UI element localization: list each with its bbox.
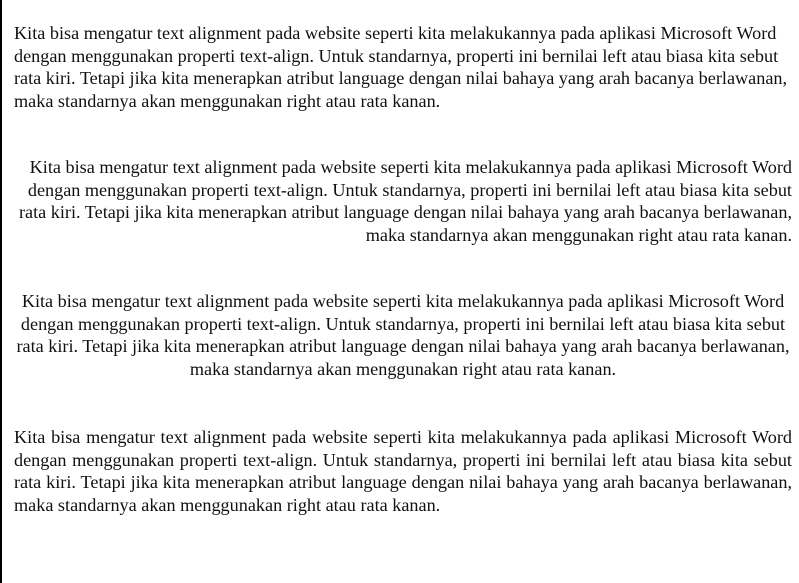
paragraph-left-aligned: Kita bisa mengatur text alignment pada website seperti kita melakukannya pada aplikasi Microsoft Word dengan menggunakan properti text-align. Untuk standarnya, properti ini bernilai left atau biasa kita sebut rata kiri. Tetapi jika kita menerapkan atribut language dengan nilai bahaya yang arah bacanya berlawanan, maka standarnya akan menggunakan right atau rata kanan. [14, 23, 788, 111]
paragraph-justified: Kita bisa mengatur text alignment pada website seperti kita melakukannya pada aplikasi Microsoft Word dengan menggunakan properti text-align. Untuk standarnya, properti ini bernilai left atau biasa kita sebut rata kiri. Tetapi jika kita menerapkan atribut language dengan nilai bahaya yang arah bacanya berlawanan, maka standarnya akan menggunakan right atau rata kanan. [14, 427, 792, 515]
paragraph-right-aligned: Kita bisa mengatur text alignment pada website seperti kita melakukannya pada aplikasi Microsoft Word dengan menggunakan properti text-align. Untuk standarnya, properti ini bernilai left atau biasa kita sebut rata kiri. Tetapi jika kita menerapkan atribut language dengan nilai bahaya yang arah bacanya berlawanan, maka standarnya akan menggunakan right atau rata kanan. [18, 157, 792, 245]
paragraph-center-aligned: Kita bisa mengatur text alignment pada website seperti kita melakukannya pada aplikasi Microsoft Word dengan menggunakan properti text-align. Untuk standarnya, properti ini bernilai left atau biasa kita sebut rata kiri. Tetapi jika kita menerapkan atribut language dengan nilai bahaya yang arah bacanya berlawanan, maka standarnya akan menggunakan right atau rata kanan. [16, 291, 790, 379]
